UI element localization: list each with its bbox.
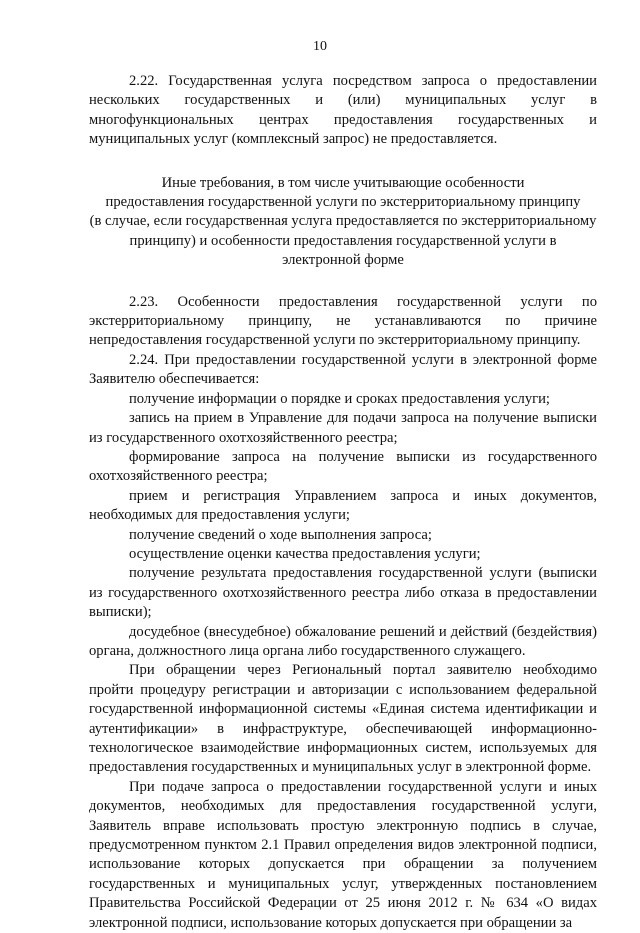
- heading-line: Иные требования, в том числе учитывающие особенности: [161, 174, 525, 191]
- paragraph-portal: При обращении через Региональный портал заявителю необходимо пройти процедуру регистрации и авторизации с использованием федеральной государственной информационной системы «Единая система идентификации и аутентификации» в инфраструктуре, обеспечивающей информационно-технологическое взаимодействие информационных систем, используемых для предоставления государственных и муниципальных услуг в электронной форме.: [89, 662, 597, 776]
- heading-line: (в случае, если государственная услуга предоставляется по экстерриториальному: [89, 213, 597, 230]
- list-item: прием и регистрация Управлением запроса и иных документов, необходимых для предоставления услуги;: [89, 487, 597, 524]
- list-item: получение результата предоставления государственной услуги (выписки из государственного охотхозяйственного реестра либо отказа в предоставлении выписки);: [89, 565, 597, 621]
- heading-line: электронной форме: [282, 252, 404, 269]
- list-item: получение информации о порядке и сроках предоставления услуги;: [129, 390, 550, 407]
- list-item: получение сведений о ходе выполнения запроса;: [129, 526, 432, 543]
- document-body: [89, 72, 597, 933]
- heading-line: принципу) и особенности предоставления государственной услуги в: [129, 232, 557, 249]
- list-item: осуществление оценки качества предоставления услуги;: [129, 545, 481, 562]
- page-number: 10: [313, 39, 327, 54]
- paragraph-signature: При подаче запроса о предоставлении государственной услуги и иных документов, необходимых для предоставления государственной услуги, Заявитель вправе использовать простую электронную подпись в случае, предусмотренном пунктом 2.1 Правил определения видов электронной подписи, использование которых допускается при обращении за получением государственных и муниципальных услуг, утвержденных постановлением Правительства Российской Федерации от 25 июня 2012 г. № 634 «О видах электронной подписи, использование которых допускается при обращении за: [89, 778, 597, 931]
- list-item: формирование запроса на получение выписки из государственного охотхозяйственного реестра;: [89, 448, 597, 485]
- paragraph-2-24: 2.24. При предоставлении государственной услуги в электронной форме Заявителю обеспечивается:: [89, 351, 597, 388]
- section-heading: [89, 174, 597, 271]
- list-item: досудебное (внесудебное) обжалование решений и действий (бездействия) органа, должностного лица органа либо государственного служащего.: [89, 623, 597, 659]
- paragraph-2-22: 2.22. Государственная услуга посредством запроса о предоставлении нескольких государственных и (или) муниципальных услуг в многофункциональных центрах предоставления государственных и муниципальных услуг (комплексный запрос) не предоставляется.: [89, 73, 597, 148]
- paragraph-2-23: 2.23. Особенности предоставления государственной услуги по экстерриториальному принципу, не устанавливаются по причине непредоставления государственной услуги по экстерриториальному принципу.: [89, 293, 597, 349]
- heading-line: предоставления государственной услуги по экстерриториальному принципу: [105, 194, 581, 211]
- list-item: запись на прием в Управление для подачи запроса на получение выписки из государственного охотхозяйственного реестра;: [89, 410, 597, 446]
